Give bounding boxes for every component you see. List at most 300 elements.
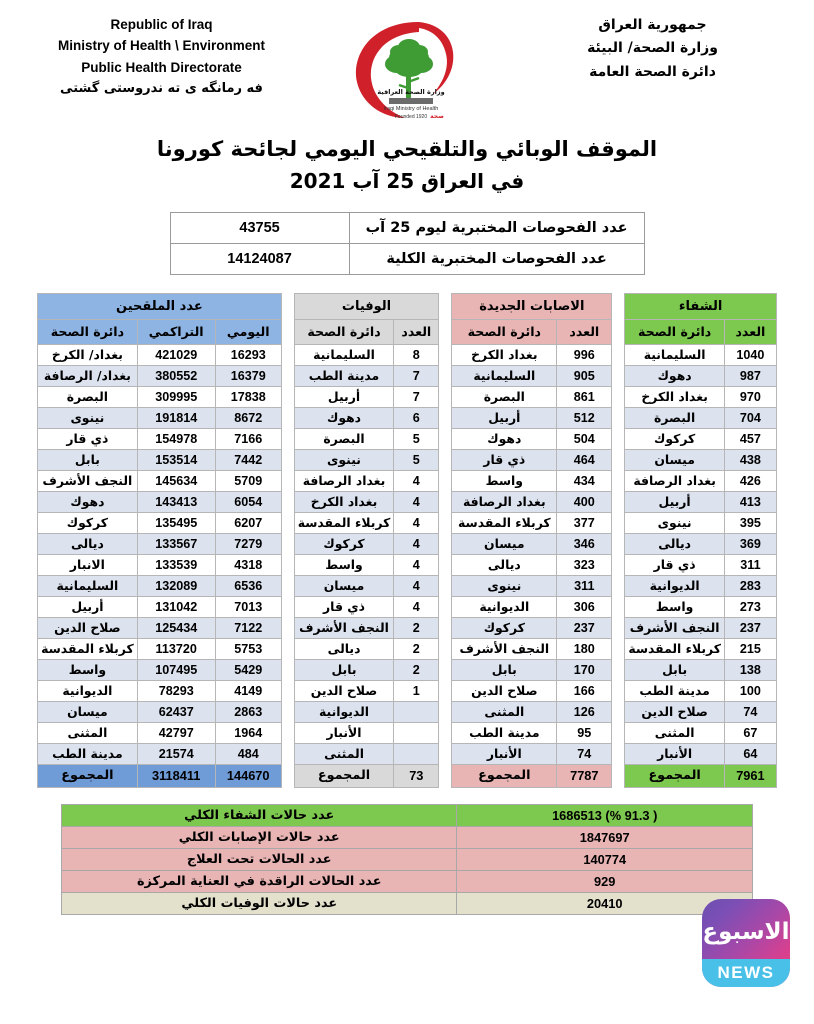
- table-row: [625, 680, 777, 701]
- recoveries-dept-cell: مدينة الطب: [625, 680, 725, 701]
- new_cases-count-cell: 434: [557, 470, 612, 491]
- new_cases-count-cell: 504: [557, 428, 612, 449]
- deaths-count-cell: 5: [394, 428, 439, 449]
- vaccination-cumulative-cell: 131042: [137, 596, 215, 617]
- deaths-count-cell: 7: [394, 365, 439, 386]
- deaths-count-cell: 1: [394, 680, 439, 701]
- summary-row-value: 140774: [457, 848, 753, 870]
- vaccination-daily-cell: 7279: [215, 533, 281, 554]
- recoveries-dept-cell: الأنبار: [625, 743, 725, 764]
- table-total-row: [452, 764, 612, 787]
- deaths-col-count: العدد: [394, 319, 439, 344]
- new_cases-dept-cell: الديوانية: [452, 596, 557, 617]
- vaccination-total-daily: 144670: [215, 764, 281, 787]
- table-row: [625, 365, 777, 386]
- table-row: [625, 428, 777, 449]
- deaths-count-cell: [394, 722, 439, 743]
- new_cases-count-cell: 126: [557, 701, 612, 722]
- new_cases-total-count: 7787: [557, 764, 612, 787]
- new_cases-count-cell: 861: [557, 386, 612, 407]
- table-row: [294, 722, 439, 743]
- new_cases-dept-cell: ذي قار: [452, 449, 557, 470]
- recoveries-table-title: الشفاء: [625, 293, 777, 319]
- vaccination-cumulative-cell: 145634: [137, 470, 215, 491]
- vaccination-cumulative-cell: 380552: [137, 365, 215, 386]
- deaths-dept-cell: ديالى: [294, 638, 394, 659]
- deaths-count-cell: 4: [394, 512, 439, 533]
- table-row: [294, 659, 439, 680]
- new_cases-count-cell: 166: [557, 680, 612, 701]
- recoveries-dept-cell: بغداد الكرخ: [625, 386, 725, 407]
- vaccination-cumulative-cell: 133539: [137, 554, 215, 575]
- recoveries-total-label: المجموع: [625, 764, 725, 787]
- recoveries-dept-cell: كركوك: [625, 428, 725, 449]
- new_cases-total-label: المجموع: [452, 764, 557, 787]
- table-row: [452, 659, 612, 680]
- new_cases-dept-cell: السليمانية: [452, 365, 557, 386]
- header-kurdish-line: فه رمانگه ی ته ندروستی گشتی: [60, 81, 263, 97]
- table-row: [625, 344, 777, 365]
- table-row: [452, 407, 612, 428]
- table-row: [625, 659, 777, 680]
- table-row: [625, 617, 777, 638]
- recoveries-count-cell: 64: [724, 743, 776, 764]
- vaccination-cumulative-cell: 191814: [137, 407, 215, 428]
- vaccination-daily-cell: 8672: [215, 407, 281, 428]
- new_cases-count-cell: 464: [557, 449, 612, 470]
- new_cases-count-cell: 180: [557, 638, 612, 659]
- recoveries-count-cell: 395: [724, 512, 776, 533]
- vaccination-cumulative-cell: 107495: [137, 659, 215, 680]
- vaccination-dept-cell: أربيل: [38, 596, 138, 617]
- table-row: [452, 743, 612, 764]
- page-title-line2: في العراق 25 آب 2021: [289, 168, 525, 193]
- recoveries-dept-cell: دهوك: [625, 365, 725, 386]
- recoveries-dept-cell: البصرة: [625, 407, 725, 428]
- header-arabic-line3: دائرة الصحة العامة: [589, 63, 716, 80]
- table-row: [452, 722, 612, 743]
- vaccination-daily-cell: 484: [215, 743, 281, 764]
- summary-row-label: عدد الحالات تحت العلاج: [62, 848, 457, 870]
- new_cases-count-cell: 905: [557, 365, 612, 386]
- vaccination-dept-cell: الديوانية: [38, 680, 138, 701]
- table-row: [38, 638, 282, 659]
- svg-text:صحة: صحة: [430, 113, 444, 120]
- deaths-dept-cell: كركوك: [294, 533, 394, 554]
- deaths-total-count: 73: [394, 764, 439, 787]
- new-cases-table: [451, 293, 612, 788]
- deaths-count-cell: 7: [394, 386, 439, 407]
- table-row: [294, 428, 439, 449]
- table-row: [38, 680, 282, 701]
- recoveries-count-cell: 987: [724, 365, 776, 386]
- new_cases-count-cell: 237: [557, 617, 612, 638]
- deaths-dept-cell: كربلاء المقدسة: [294, 512, 394, 533]
- recoveries-count-cell: 237: [724, 617, 776, 638]
- table-row: [625, 470, 777, 491]
- deaths-dept-cell: الأنبار: [294, 722, 394, 743]
- deaths-dept-cell: دهوك: [294, 407, 394, 428]
- table-row: [452, 344, 612, 365]
- vaccination-dept-cell: المثنى: [38, 722, 138, 743]
- new-cases-table-title: الاصابات الجديدة: [452, 293, 612, 319]
- deaths-col-dept: دائرة الصحة: [294, 319, 394, 344]
- deaths-dept-cell: ذي قار: [294, 596, 394, 617]
- deaths-dept-cell: بغداد الرصافة: [294, 470, 394, 491]
- summary-row-value: 20410: [457, 892, 753, 914]
- summary-row-value: 1847697: [457, 826, 753, 848]
- table-row: [294, 743, 439, 764]
- vaccination-daily-cell: 17838: [215, 386, 281, 407]
- new_cases-dept-cell: صلاح الدين: [452, 680, 557, 701]
- vaccination-col-cumulative: التراكمي: [137, 319, 215, 344]
- table-row: [625, 386, 777, 407]
- new_cases-count-cell: 400: [557, 491, 612, 512]
- deaths-dept-cell: السليمانية: [294, 344, 394, 365]
- vaccination-col-dept: دائرة الصحة: [38, 319, 138, 344]
- deaths-count-cell: 4: [394, 554, 439, 575]
- recoveries-dept-cell: ديالى: [625, 533, 725, 554]
- recoveries-dept-cell: نينوى: [625, 512, 725, 533]
- table-row: [38, 365, 282, 386]
- vaccination-dept-cell: واسط: [38, 659, 138, 680]
- recoveries-dept-cell: واسط: [625, 596, 725, 617]
- new_cases-dept-cell: مدينة الطب: [452, 722, 557, 743]
- header-english-line2: Ministry of Health \ Environment: [57, 38, 266, 54]
- table-row: [38, 554, 282, 575]
- recoveries-count-cell: 283: [724, 575, 776, 596]
- vaccination-daily-cell: 6207: [215, 512, 281, 533]
- vaccination-cumulative-cell: 309995: [137, 386, 215, 407]
- recoveries-dept-cell: صلاح الدين: [625, 701, 725, 722]
- deaths-count-cell: 5: [394, 449, 439, 470]
- vaccination-daily-cell: 5429: [215, 659, 281, 680]
- deaths-count-cell: 4: [394, 575, 439, 596]
- recoveries-col-count: العدد: [724, 319, 776, 344]
- deaths-dept-cell: مدينة الطب: [294, 365, 394, 386]
- vaccination-dept-cell: كركوك: [38, 512, 138, 533]
- recoveries-count-cell: 438: [724, 449, 776, 470]
- new-cases-table-column: [451, 293, 612, 788]
- new_cases-count-cell: 996: [557, 344, 612, 365]
- vaccination-daily-cell: 7122: [215, 617, 281, 638]
- vaccination-daily-cell: 6054: [215, 491, 281, 512]
- recoveries-count-cell: 413: [724, 491, 776, 512]
- table-row: [625, 638, 777, 659]
- summary-row-label: عدد حالات الشفاء الكلي: [62, 804, 457, 826]
- table-row: [294, 575, 439, 596]
- vaccination-col-daily: اليومي: [215, 319, 281, 344]
- deaths-count-cell: 2: [394, 659, 439, 680]
- vaccination-daily-cell: 16379: [215, 365, 281, 386]
- page-title: [0, 134, 814, 196]
- table-row: [38, 386, 282, 407]
- vaccination-dept-cell: النجف الأشرف: [38, 470, 138, 491]
- vaccination-dept-cell: بابل: [38, 449, 138, 470]
- table-row: [452, 512, 612, 533]
- table-row: [452, 680, 612, 701]
- table-row: [38, 617, 282, 638]
- vaccination-cumulative-cell: 78293: [137, 680, 215, 701]
- recoveries-count-cell: 1040: [724, 344, 776, 365]
- summary-row-value: 1686513 (% 91.3 ): [457, 804, 753, 826]
- page-title-line1: الموقف الوبائي والتلقيحي اليومي لجائحة كورونا: [156, 137, 658, 161]
- deaths-dept-cell: بابل: [294, 659, 394, 680]
- table-row: [452, 449, 612, 470]
- recoveries-count-cell: 100: [724, 680, 776, 701]
- vaccination-dept-cell: مدينة الطب: [38, 743, 138, 764]
- table-row: [38, 596, 282, 617]
- table-row: [625, 596, 777, 617]
- tests-row-label: عدد الفحوصات المختبرية ليوم 25 آب: [349, 212, 644, 243]
- recoveries-count-cell: 457: [724, 428, 776, 449]
- table-row: [625, 407, 777, 428]
- vaccination-dept-cell: كربلاء المقدسة: [38, 638, 138, 659]
- new_cases-dept-cell: بغداد الكرخ: [452, 344, 557, 365]
- vaccination-cumulative-cell: 135495: [137, 512, 215, 533]
- news-logo-mark: الاسبوع: [702, 919, 790, 945]
- table-row: [38, 449, 282, 470]
- table-row: [38, 701, 282, 722]
- vaccination-cumulative-cell: 133567: [137, 533, 215, 554]
- deaths-dept-cell: البصرة: [294, 428, 394, 449]
- vaccination-dept-cell: ديالى: [38, 533, 138, 554]
- vaccination-daily-cell: 5753: [215, 638, 281, 659]
- table-row: [294, 365, 439, 386]
- deaths-dept-cell: المثنى: [294, 743, 394, 764]
- deaths-count-cell: 4: [394, 596, 439, 617]
- deaths-dept-cell: صلاح الدين: [294, 680, 394, 701]
- statistics-tables-row: [0, 293, 814, 788]
- vaccination-daily-cell: 1964: [215, 722, 281, 743]
- table-row: [294, 491, 439, 512]
- header-arabic: [525, 14, 780, 84]
- vaccination-dept-cell: صلاح الدين: [38, 617, 138, 638]
- vaccination-table-title: عدد الملقحين: [38, 293, 282, 319]
- summary-row: [62, 848, 753, 870]
- vaccination-daily-cell: 2863: [215, 701, 281, 722]
- table-row: [294, 512, 439, 533]
- recoveries-table: [624, 293, 777, 788]
- summary-row: [62, 804, 753, 826]
- table-row: [452, 554, 612, 575]
- table-row: [625, 449, 777, 470]
- recoveries-count-cell: 426: [724, 470, 776, 491]
- recoveries-dept-cell: السليمانية: [625, 344, 725, 365]
- table-row: [38, 743, 282, 764]
- vaccination-cumulative-cell: 62437: [137, 701, 215, 722]
- header-arabic-line1: جمهورية العراق: [598, 17, 707, 33]
- table-row: [38, 428, 282, 449]
- table-row: [452, 365, 612, 386]
- deaths-table-column: [294, 293, 440, 788]
- recoveries-col-dept: دائرة الصحة: [625, 319, 725, 344]
- table-row: [625, 722, 777, 743]
- recoveries-dept-cell: أربيل: [625, 491, 725, 512]
- tests-row-label: عدد الفحوصات المختبرية الكلية: [349, 243, 644, 274]
- new_cases-count-cell: 311: [557, 575, 612, 596]
- svg-text:Founded 1920: Founded 1920: [394, 114, 428, 120]
- new_cases-count-cell: 377: [557, 512, 612, 533]
- table-row: [38, 659, 282, 680]
- table-row: [294, 638, 439, 659]
- svg-text:Iraqi Ministry of Health: Iraqi Ministry of Health: [383, 106, 439, 112]
- recoveries-count-cell: 273: [724, 596, 776, 617]
- recoveries-count-cell: 369: [724, 533, 776, 554]
- deaths-dept-cell: نينوى: [294, 449, 394, 470]
- table-row: [625, 533, 777, 554]
- new_cases-count-cell: 306: [557, 596, 612, 617]
- summary-table: [61, 804, 753, 915]
- vaccination-dept-cell: البصرة: [38, 386, 138, 407]
- new_cases-count-cell: 95: [557, 722, 612, 743]
- new_cases-dept-cell: نينوى: [452, 575, 557, 596]
- header-english: [34, 14, 289, 99]
- table-row: [38, 722, 282, 743]
- vaccination-daily-cell: 4318: [215, 554, 281, 575]
- table-row: [452, 701, 612, 722]
- recoveries-table-column: [624, 293, 777, 788]
- new_cases-dept-cell: البصرة: [452, 386, 557, 407]
- vaccination-cumulative-cell: 21574: [137, 743, 215, 764]
- recoveries-dept-cell: بابل: [625, 659, 725, 680]
- table-total-row: [625, 764, 777, 787]
- deaths-count-cell: [394, 701, 439, 722]
- vaccination-cumulative-cell: 143413: [137, 491, 215, 512]
- vaccination-dept-cell: الانبار: [38, 554, 138, 575]
- new_cases-count-cell: 170: [557, 659, 612, 680]
- summary-row: [62, 870, 753, 892]
- vaccination-cumulative-cell: 42797: [137, 722, 215, 743]
- news-logo-label: NEWS: [702, 959, 790, 987]
- vaccination-dept-cell: دهوك: [38, 491, 138, 512]
- new-cases-col-count: العدد: [557, 319, 612, 344]
- deaths-count-cell: 4: [394, 533, 439, 554]
- lab-tests-table: [170, 212, 645, 275]
- vaccination-total-cumulative: 3118411: [137, 764, 215, 787]
- table-row: [294, 344, 439, 365]
- deaths-count-cell: 4: [394, 470, 439, 491]
- table-row: [452, 386, 612, 407]
- page-header: [0, 0, 814, 128]
- table-row: [625, 512, 777, 533]
- summary-row: [62, 826, 753, 848]
- table-row: [294, 701, 439, 722]
- vaccination-cumulative-cell: 132089: [137, 575, 215, 596]
- vaccination-daily-cell: 16293: [215, 344, 281, 365]
- tests-table-row: [170, 243, 644, 274]
- summary-row: [62, 892, 753, 914]
- new_cases-count-cell: 512: [557, 407, 612, 428]
- table-row: [38, 491, 282, 512]
- recoveries-dept-cell: الديوانية: [625, 575, 725, 596]
- table-row: [625, 575, 777, 596]
- table-row: [452, 470, 612, 491]
- deaths-table: [294, 293, 440, 788]
- vaccination-daily-cell: 7013: [215, 596, 281, 617]
- table-row: [452, 575, 612, 596]
- vaccination-table-column: [37, 293, 282, 788]
- tests-table-wrapper: [0, 212, 814, 275]
- table-row: [452, 491, 612, 512]
- deaths-dept-cell: الديوانية: [294, 701, 394, 722]
- deaths-dept-cell: النجف الأشرف: [294, 617, 394, 638]
- deaths-count-cell: 2: [394, 638, 439, 659]
- deaths-dept-cell: أربيل: [294, 386, 394, 407]
- new_cases-dept-cell: كربلاء المقدسة: [452, 512, 557, 533]
- new_cases-dept-cell: الأنبار: [452, 743, 557, 764]
- table-row: [625, 554, 777, 575]
- new_cases-dept-cell: بابل: [452, 659, 557, 680]
- svg-text:وزارة الصحة العراقية: وزارة الصحة العراقية: [377, 88, 445, 96]
- recoveries-count-cell: 704: [724, 407, 776, 428]
- tests-row-value: 43755: [170, 212, 349, 243]
- deaths-total-label: المجموع: [294, 764, 394, 787]
- recoveries-dept-cell: المثنى: [625, 722, 725, 743]
- vaccination-dept-cell: بغداد/ الكرخ: [38, 344, 138, 365]
- new_cases-count-cell: 346: [557, 533, 612, 554]
- vaccination-daily-cell: 6536: [215, 575, 281, 596]
- summary-row-value: 929: [457, 870, 753, 892]
- vaccination-daily-cell: 5709: [215, 470, 281, 491]
- vaccination-table: [37, 293, 282, 788]
- vaccination-cumulative-cell: 125434: [137, 617, 215, 638]
- vaccination-dept-cell: السليمانية: [38, 575, 138, 596]
- header-english-line3: Public Health Directorate: [81, 59, 242, 75]
- table-row: [452, 638, 612, 659]
- new_cases-dept-cell: واسط: [452, 470, 557, 491]
- vaccination-dept-cell: ذي قار: [38, 428, 138, 449]
- new_cases-dept-cell: ميسان: [452, 533, 557, 554]
- table-row: [38, 407, 282, 428]
- summary-row-label: عدد حالات الإصابات الكلي: [62, 826, 457, 848]
- table-row: [294, 449, 439, 470]
- table-row: [294, 386, 439, 407]
- recoveries-total-count: 7961: [724, 764, 776, 787]
- table-row: [38, 533, 282, 554]
- table-row: [625, 491, 777, 512]
- recoveries-dept-cell: ذي قار: [625, 554, 725, 575]
- deaths-count-cell: 2: [394, 617, 439, 638]
- table-row: [452, 596, 612, 617]
- recoveries-dept-cell: بغداد الرصافة: [625, 470, 725, 491]
- vaccination-daily-cell: 4149: [215, 680, 281, 701]
- vaccination-cumulative-cell: 153514: [137, 449, 215, 470]
- vaccination-cumulative-cell: 154978: [137, 428, 215, 449]
- vaccination-total-label: المجموع: [38, 764, 138, 787]
- table-row: [294, 554, 439, 575]
- vaccination-daily-cell: 7442: [215, 449, 281, 470]
- table-total-row: [294, 764, 439, 787]
- recoveries-count-cell: 138: [724, 659, 776, 680]
- deaths-count-cell: 4: [394, 491, 439, 512]
- new_cases-dept-cell: كركوك: [452, 617, 557, 638]
- table-row: [625, 701, 777, 722]
- tests-table-row: [170, 212, 644, 243]
- new_cases-dept-cell: دهوك: [452, 428, 557, 449]
- new-cases-col-dept: دائرة الصحة: [452, 319, 557, 344]
- deaths-count-cell: 8: [394, 344, 439, 365]
- new_cases-count-cell: 323: [557, 554, 612, 575]
- news-channel-logo: [702, 899, 790, 987]
- recoveries-dept-cell: كربلاء المقدسة: [625, 638, 725, 659]
- deaths-dept-cell: بغداد الكرخ: [294, 491, 394, 512]
- deaths-table-title: الوفيات: [294, 293, 439, 319]
- summary-table-wrapper: [0, 804, 814, 915]
- deaths-count-cell: [394, 743, 439, 764]
- table-row: [294, 533, 439, 554]
- vaccination-cumulative-cell: 421029: [137, 344, 215, 365]
